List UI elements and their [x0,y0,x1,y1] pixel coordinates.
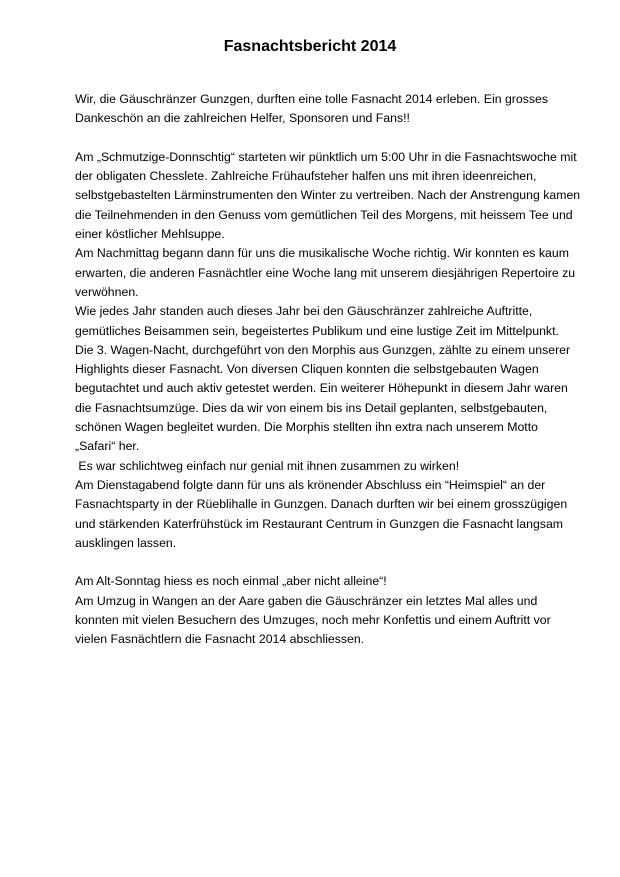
text-line: die Fasnachtsumzüge. Dies da wir von einem bis ins Detail geplanten, selbstgebauten, [75,400,548,415]
text-line: „Safari“ her. [75,439,140,454]
text-line: Es war schlichtweg einfach nur genial mit ihnen zusammen zu wirken! [75,458,460,473]
text-line: verwöhnen. [75,284,139,299]
paragraph-gap [75,553,555,572]
text-line: die Teilnehmenden in den Genuss vom gemütlichen Teil des Morgens, mit heissem Tee und [75,207,573,222]
text-line: Am Umzug in Wangen an der Aare gaben die Gäuschränzer ein letztes Mal alles und [75,593,538,608]
text-line: und stärkenden Katerfrühstück im Restaurant Centrum in Gunzgen die Fasnacht langsam [75,516,564,531]
text-line: Dankeschön an die zahlreichen Helfer, Sponsoren und Fans!! [75,111,410,126]
text-line: Am Nachmittag begann dann für uns die musikalische Woche richtig. Wir konnten es kaum [75,246,569,261]
paragraph-alt-sonntag [75,572,555,649]
text-line: Wie jedes Jahr standen auch dieses Jahr bei den Gäuschränzer zahlreiche Auftritte, [75,304,533,319]
paragraph-intro [75,90,555,129]
text-line: einer köstlicher Mehlsuppe. [75,227,225,242]
text-line: selbstgebastelten Lärminstrumenten den Winter zu vertreiben. Nach der Anstrengung kamen [75,188,581,203]
paragraph-gap [75,129,555,148]
text-line: erwarten, die anderen Fasnächtler eine Woche lang mit unserem diesjährigen Repertoire zu [75,265,576,280]
paragraph-main-report [75,148,581,553]
text-line: konnten mit vielen Besuchern des Umzuges, noch mehr Konfettis und einem Auftritt vor [75,613,551,628]
text-line: ausklingen lassen. [75,535,177,550]
text-line: Am Alt-Sonntag hiess es noch einmal „aber nicht alleine“! [75,574,387,589]
text-line: Wir, die Gäuschränzer Gunzgen, durften eine tolle Fasnacht 2014 erleben. Ein grosses [75,92,549,106]
document-body [75,90,581,650]
text-line: vielen Fasnächtlern die Fasnacht 2014 abschliessen. [75,632,365,647]
text-line: Fasnachtsparty in der Rüeblihalle in Gunzgen. Danach durften wir bei einem grosszügigen [75,497,568,512]
text-line: der obligaten Chesslete. Zahlreiche Frühaufsteher halfen uns mit ihren ideenreichen, [75,169,537,184]
text-line: Am „Schmutzige-Donnschtig“ starteten wir pünktlich um 5:00 Uhr in die Fasnachtswoche mit [75,149,577,164]
text-line: Die 3. Wagen-Nacht, durchgeführt von den Morphis aus Gunzgen, zählte zu einem unserer [75,342,571,357]
text-line: Am Dienstagabend folgte dann für uns als krönender Abschluss ein “Heimspiel“ an der [75,477,546,492]
text-line: schönen Wagen begleitet wurden. Die Morphis stellten ihn extra nach unserem Motto [75,420,538,435]
text-line: gemütliches Beisammen sein, begeistertes Publikum und eine lustige Zeit im Mittelpunkt. [75,323,559,338]
text-line: begutachtet und auch aktiv getestet werden. Ein weiterer Höhepunkt in diesem Jahr waren [75,381,568,396]
document-title: Fasnachtsbericht 2014 [223,38,397,55]
text-line: Highlights dieser Fasnacht. Von diversen Cliquen konnten die selbstgebauten Wagen [75,362,539,377]
